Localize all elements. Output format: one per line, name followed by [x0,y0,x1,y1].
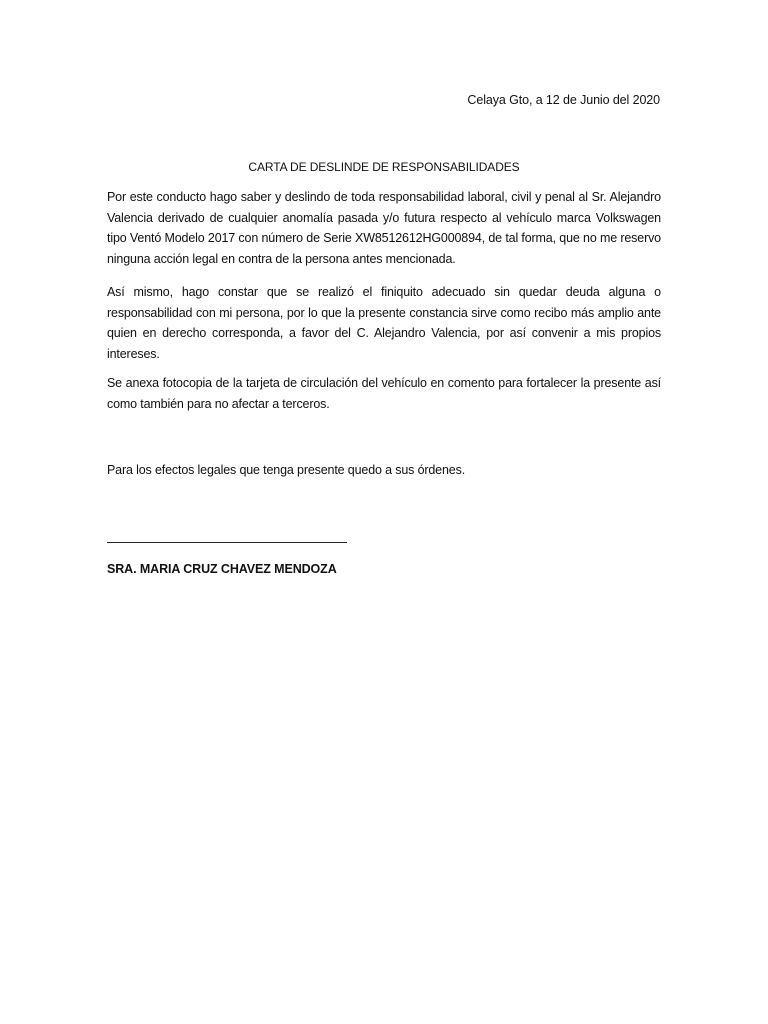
paragraph-3: Se anexa fotocopia de la tarjeta de circulación del vehículo en comento para fortalecer la presente así como también para no afectar a terceros. [107,376,661,411]
document-title: CARTA DE DESLINDE DE RESPONSABILIDADES [248,160,520,174]
paragraph-1: Por este conducto hago saber y deslindo de toda responsabilidad laboral, civil y penal al Sr. Alejandro Valencia derivado de cualquier anomalía pasada y/o futura respecto al vehículo marca Volkswagen tipo Ventó Modelo 2017 con número de Serie XW8512612HG000894, de tal forma, que no me reservo ninguna acción legal en contra de la persona antes mencionada. [107,190,661,266]
signature-name: SRA. MARIA CRUZ CHAVEZ MENDOZA [107,562,337,576]
paragraph-2: Así mismo, hago constar que se realizó el finiquito adecuado sin quedar deuda alguna o responsabilidad con mi persona, por lo que la presente constancia sirve como recibo más amplio ante quien en derecho corresponda, a favor del C. Alejandro Valencia, por así convenir a mis propios intereses. [107,285,661,361]
signature-line [107,542,347,543]
date-line: Celaya Gto, a 12 de Junio del 2020 [467,93,660,107]
paragraph-4: Para los efectos legales que tenga presente quedo a sus órdenes. [107,463,466,477]
